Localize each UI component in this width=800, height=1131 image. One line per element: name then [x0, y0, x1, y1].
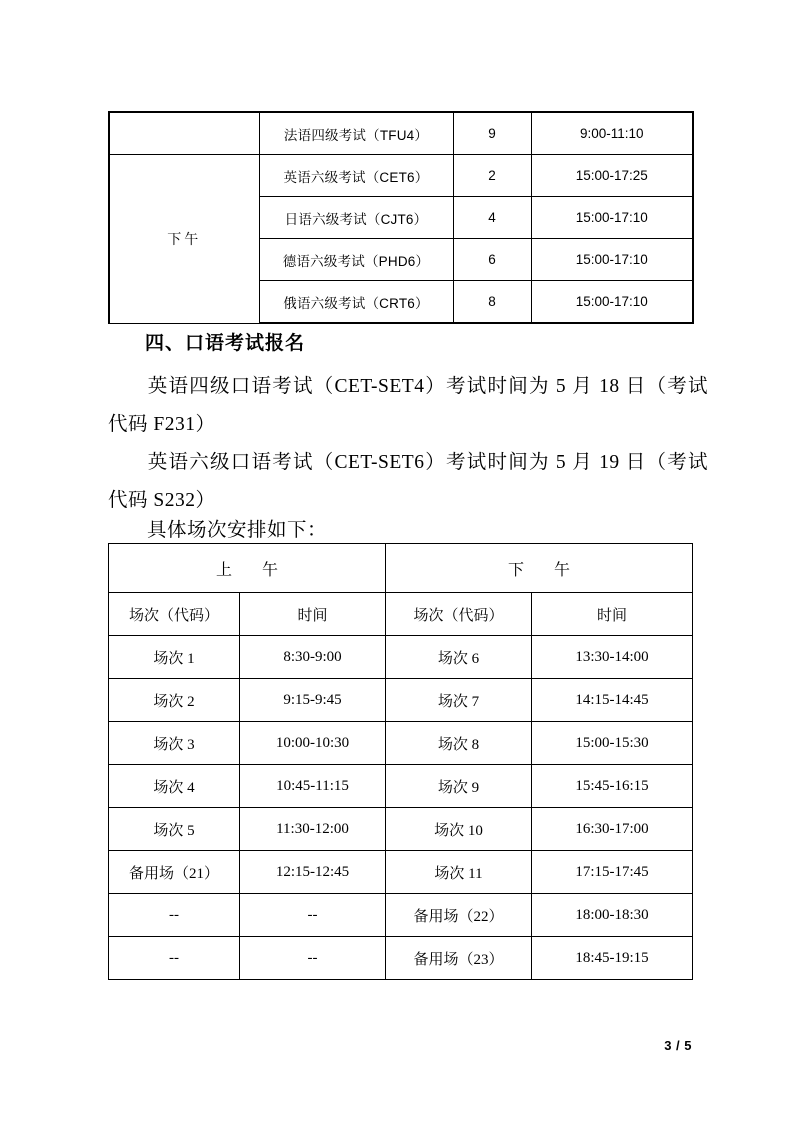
- exam-name: 德语六级考试（PHD6）: [259, 239, 453, 281]
- pm-session: 场次 11: [386, 851, 532, 894]
- table-row: [109, 765, 693, 808]
- exam-name: 日语六级考试（CJT6）: [259, 197, 453, 239]
- section-heading: 四、口语考试报名: [145, 333, 306, 354]
- exam-code: 8: [453, 281, 531, 324]
- table-row: [109, 808, 693, 851]
- am-time: 10:00-10:30: [240, 722, 386, 765]
- column-header-pm-time: 时间: [532, 593, 693, 636]
- exam-time: 15:00-17:10: [531, 197, 693, 239]
- exam-name: 俄语六级考试（CRT6）: [259, 281, 453, 324]
- exam-name: 英语六级考试（CET6）: [259, 155, 453, 197]
- table-row: [109, 679, 693, 722]
- am-session: --: [109, 894, 240, 937]
- pm-time: 15:00-15:30: [532, 722, 693, 765]
- am-session: 备用场（21）: [109, 851, 240, 894]
- am-session: 场次 3: [109, 722, 240, 765]
- am-session: --: [109, 937, 240, 980]
- exam-time: 9:00-11:10: [531, 112, 693, 155]
- exam-code: 6: [453, 239, 531, 281]
- table-row: [109, 851, 693, 894]
- am-time: 10:45-11:15: [240, 765, 386, 808]
- exam-time: 15:00-17:10: [531, 239, 693, 281]
- table-row: [109, 894, 693, 937]
- pm-time: 13:30-14:00: [532, 636, 693, 679]
- am-time: 8:30-9:00: [240, 636, 386, 679]
- table-row: [109, 155, 693, 197]
- paragraph-cet-set6: [108, 444, 708, 520]
- pm-session: 场次 7: [386, 679, 532, 722]
- exam-schedule-table: [108, 111, 692, 324]
- pm-time: 17:15-17:45: [532, 851, 693, 894]
- table-row: [109, 636, 693, 679]
- table-group-header-row: [109, 544, 693, 593]
- pm-session: 备用场（22）: [386, 894, 532, 937]
- am-session: 场次 4: [109, 765, 240, 808]
- exam-time: 15:00-17:10: [531, 281, 693, 324]
- exam-time: 15:00-17:25: [531, 155, 693, 197]
- group-header-afternoon: 下 午: [386, 544, 693, 593]
- pm-session: 场次 9: [386, 765, 532, 808]
- column-header-pm-session: 场次（代码）: [386, 593, 532, 636]
- table-row: [109, 937, 693, 980]
- page-number: 3 / 5: [664, 1038, 692, 1053]
- paragraph-text: 英语四级口语考试（CET-SET4）考试时间为 5 月 18 日（考试代码 F231）: [108, 376, 708, 435]
- pm-session: 场次 10: [386, 808, 532, 851]
- pm-session: 场次 6: [386, 636, 532, 679]
- exam-name: 法语四级考试（TFU4）: [259, 112, 453, 155]
- pm-time: 16:30-17:00: [532, 808, 693, 851]
- paragraph-cet-set4: [108, 368, 708, 444]
- pm-session: 场次 8: [386, 722, 532, 765]
- column-header-am-time: 时间: [240, 593, 386, 636]
- pm-time: 14:15-14:45: [532, 679, 693, 722]
- pm-time: 15:45-16:15: [532, 765, 693, 808]
- am-time: --: [240, 894, 386, 937]
- am-session: 场次 2: [109, 679, 240, 722]
- period-label: 下午: [109, 155, 259, 324]
- group-header-morning: 上 午: [109, 544, 386, 593]
- paragraph-text: 具体场次安排如下：: [147, 520, 328, 541]
- table-header-row: [109, 593, 693, 636]
- am-time: 12:15-12:45: [240, 851, 386, 894]
- am-time: 11:30-12:00: [240, 808, 386, 851]
- am-session: 场次 5: [109, 808, 240, 851]
- schedule-blank-cell: [109, 112, 259, 155]
- table-row: [109, 112, 693, 155]
- pm-session: 备用场（23）: [386, 937, 532, 980]
- exam-code: 9: [453, 112, 531, 155]
- paragraph-text: 英语六级口语考试（CET-SET6）考试时间为 5 月 19 日（考试代码 S232）: [108, 452, 708, 511]
- am-session: 场次 1: [109, 636, 240, 679]
- pm-time: 18:00-18:30: [532, 894, 693, 937]
- am-time: --: [240, 937, 386, 980]
- am-time: 9:15-9:45: [240, 679, 386, 722]
- table-row: [109, 722, 693, 765]
- session-schedule-table: [108, 543, 692, 980]
- pm-time: 18:45-19:15: [532, 937, 693, 980]
- column-header-am-session: 场次（代码）: [109, 593, 240, 636]
- exam-code: 2: [453, 155, 531, 197]
- exam-code: 4: [453, 197, 531, 239]
